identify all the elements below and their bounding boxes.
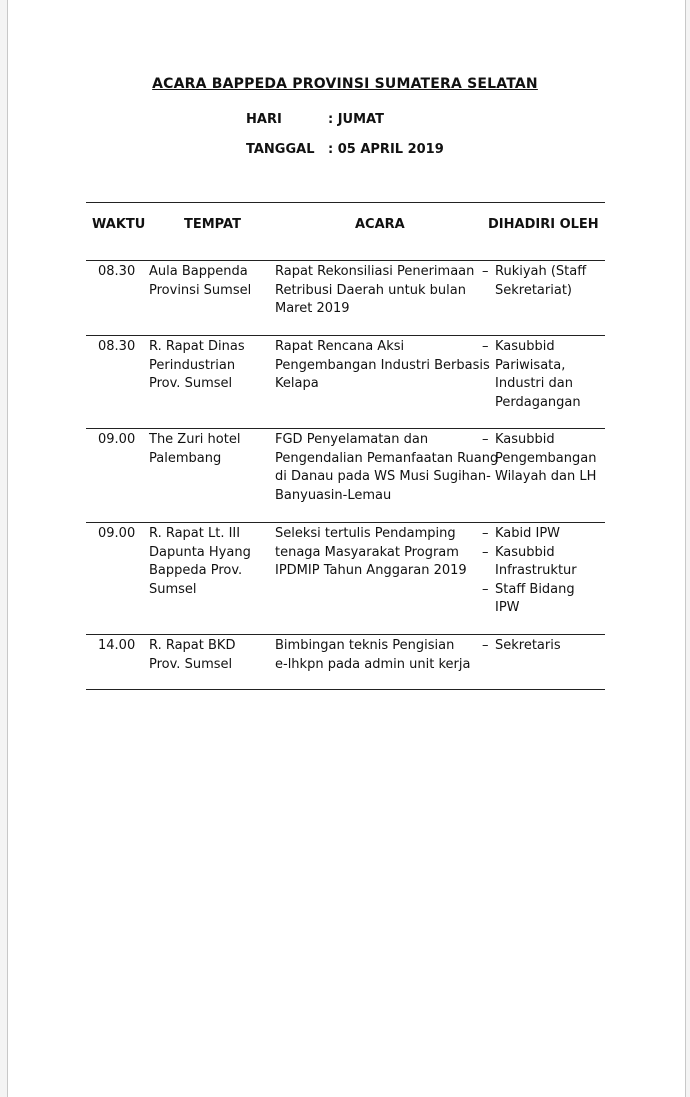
attendee-list [482, 525, 577, 618]
cell-acara [275, 525, 467, 581]
tempat-line: R. Rapat BKD [149, 638, 236, 653]
acara-line: tenaga Masyarakat Program [275, 544, 459, 560]
acara-line: IPDMIP Tahun Anggaran 2019 [275, 563, 467, 579]
acara-line: Retribusi Daerah untuk bulan [275, 282, 466, 298]
acara-line: Rapat Rekonsiliasi Penerimaan [275, 264, 475, 279]
cell-dihadiri [482, 525, 577, 618]
hari-label: HARI [246, 112, 282, 127]
cell-acara [275, 263, 474, 319]
attendee-line: Pengembangan [495, 450, 597, 466]
cell-tempat [149, 263, 251, 300]
tempat-line: Sumsel [149, 581, 197, 597]
tempat-line: Prov. Sumsel [149, 656, 233, 672]
tempat-line: R. Rapat Lt. III [149, 526, 241, 541]
acara-line: Pengembangan Industri Berbasis [275, 357, 490, 373]
tanggal-line [246, 142, 444, 157]
attendee-list [482, 431, 596, 487]
attendee-item [482, 431, 596, 487]
table-top-rule [86, 202, 605, 203]
tempat-line: Perindustrian [149, 357, 236, 373]
hari-line [246, 112, 384, 127]
hari-value: : JUMAT [328, 112, 384, 127]
tempat-line: Prov. Sumsel [149, 376, 233, 392]
tempat-line: Palembang [149, 450, 222, 466]
acara-line: Rapat Rencana Aksi [275, 339, 405, 354]
header-bottom-rule [86, 260, 605, 261]
header-waktu: WAKTU [92, 217, 146, 232]
attendee-line: – Staff Bidang [495, 581, 575, 597]
cell-acara [275, 431, 498, 505]
attendee-line: – Kasubbid [495, 544, 555, 560]
attendee-list [482, 263, 586, 300]
attendee-list [482, 637, 561, 656]
header-dihadiri-oleh: DIHADIRI OLEH [488, 217, 599, 232]
acara-line: Maret 2019 [275, 301, 350, 317]
tempat-line: R. Rapat Dinas [149, 339, 245, 354]
cell-dihadiri [482, 338, 581, 412]
attendee-list [482, 338, 581, 412]
acara-line: Pengendalian Pemanfaatan Ruang [275, 450, 499, 466]
cell-tempat [149, 525, 251, 599]
cell-dihadiri [482, 263, 586, 300]
acara-line: FGD Penyelamatan dan [275, 432, 429, 447]
tempat-line: Dapunta Hyang [149, 544, 251, 560]
acara-line: e-lhkpn pada admin unit kerja [275, 656, 471, 672]
row-rule [86, 634, 605, 635]
attendee-item [482, 637, 561, 656]
cell-acara [275, 637, 470, 674]
attendee-line: Sekretariat) [495, 282, 572, 298]
cell-dihadiri [482, 637, 561, 656]
attendee-line: Pariwisata, [495, 357, 566, 373]
attendee-line: Perdagangan [495, 394, 581, 410]
row-rule [86, 522, 605, 523]
attendee-item [482, 263, 586, 300]
acara-line: Seleksi tertulis Pendamping [275, 526, 456, 541]
tempat-line: Aula Bappenda [149, 264, 248, 279]
tempat-line: Provinsi Sumsel [149, 282, 252, 298]
acara-line: Banyuasin-Lemau [275, 487, 392, 503]
attendee-item [482, 525, 577, 544]
cell-tempat [149, 338, 245, 394]
document-title: ACARA BAPPEDA PROVINSI SUMATERA SELATAN [152, 76, 538, 92]
attendee-item [482, 338, 581, 412]
attendee-line: Wilayah dan LH [495, 469, 597, 485]
cell-tempat [149, 637, 235, 674]
cell-waktu: 09.00 [98, 432, 136, 447]
cell-waktu: 14.00 [98, 638, 136, 653]
header-tempat: TEMPAT [184, 217, 241, 232]
attendee-line: – Sekretaris [495, 638, 561, 653]
cell-waktu: 08.30 [98, 339, 136, 354]
cell-tempat [149, 431, 240, 468]
tempat-line: Bappeda Prov. [149, 563, 243, 579]
attendee-line: – Kasubbid [495, 339, 555, 354]
row-rule [86, 428, 605, 429]
attendee-line: – Kabid IPW [495, 526, 561, 541]
cell-dihadiri [482, 431, 596, 487]
attendee-line: – Rukiyah (Staff [495, 264, 587, 279]
cell-waktu: 08.30 [98, 264, 136, 279]
acara-line: di Danau pada WS Musi Sugihan- [275, 469, 491, 485]
acara-line: Kelapa [275, 376, 319, 392]
cell-waktu: 09.00 [98, 526, 136, 541]
attendee-line: – Kasubbid [495, 432, 555, 447]
header-acara: ACARA [355, 217, 405, 232]
attendee-item [482, 581, 577, 618]
cell-acara [275, 338, 490, 394]
attendee-item [482, 544, 577, 581]
acara-line: Bimbingan teknis Pengisian [275, 638, 455, 653]
attendee-line: Infrastruktur [495, 563, 577, 579]
row-rule [86, 335, 605, 336]
tanggal-label: TANGGAL [246, 142, 315, 157]
attendee-line: IPW [495, 600, 520, 616]
attendee-line: Industri dan [495, 376, 573, 392]
tanggal-value: : 05 APRIL 2019 [328, 142, 444, 157]
tempat-line: The Zuri hotel [149, 432, 241, 447]
row-rule [86, 689, 605, 690]
